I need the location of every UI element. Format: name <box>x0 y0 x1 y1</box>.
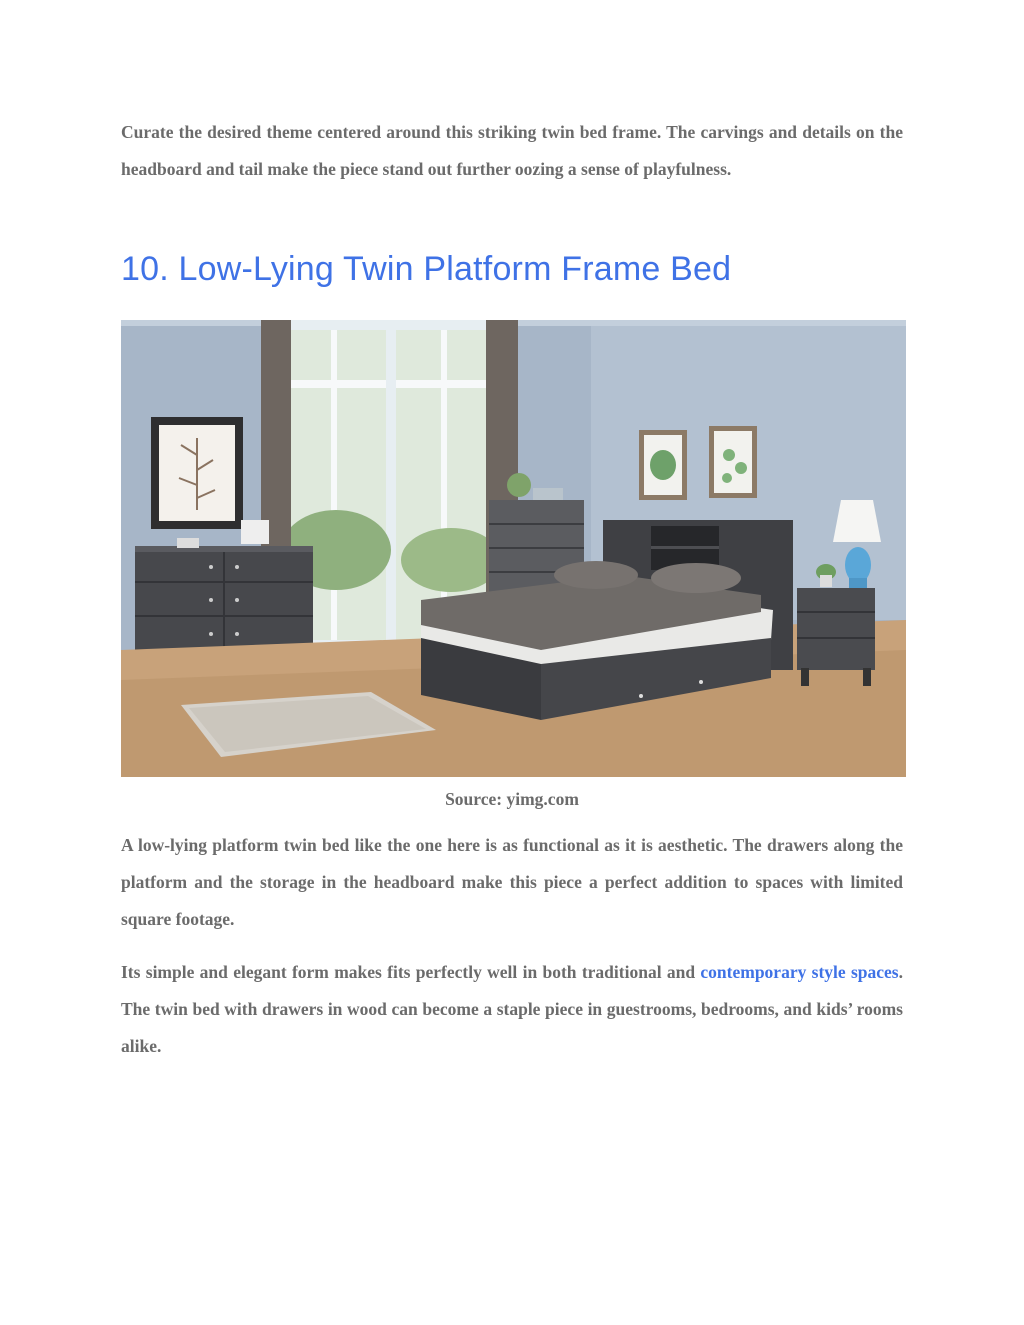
intro-paragraph: Curate the desired theme centered around this striking twin bed frame. The carvings and details on the headboard and tail make the piece stand out further oozing a sense of playfulness. <box>121 122 903 179</box>
paragraph-2: A low-lying platform twin bed like the one here is as functional as it is aesthetic. The drawers along the platform and the storage in the headboard make this piece a perfect addition to spaces with limited square footage. <box>121 835 903 929</box>
paragraph-3 <box>121 954 903 1065</box>
section-heading: 10. Low-Lying Twin Platform Frame Bed <box>121 250 732 288</box>
image-caption: Source: yimg.com <box>445 789 579 809</box>
paragraph-3-text-before: Its simple and elegant form makes fits perfectly well in both traditional and <box>121 962 701 982</box>
paragraph-3-text-after: . The twin bed with drawers in wood can become a staple piece in guestrooms, bedrooms, and kids’ rooms alike. <box>121 962 903 1056</box>
bedroom-photo <box>121 320 906 777</box>
contemporary-style-link[interactable]: contemporary style spaces <box>700 962 899 982</box>
